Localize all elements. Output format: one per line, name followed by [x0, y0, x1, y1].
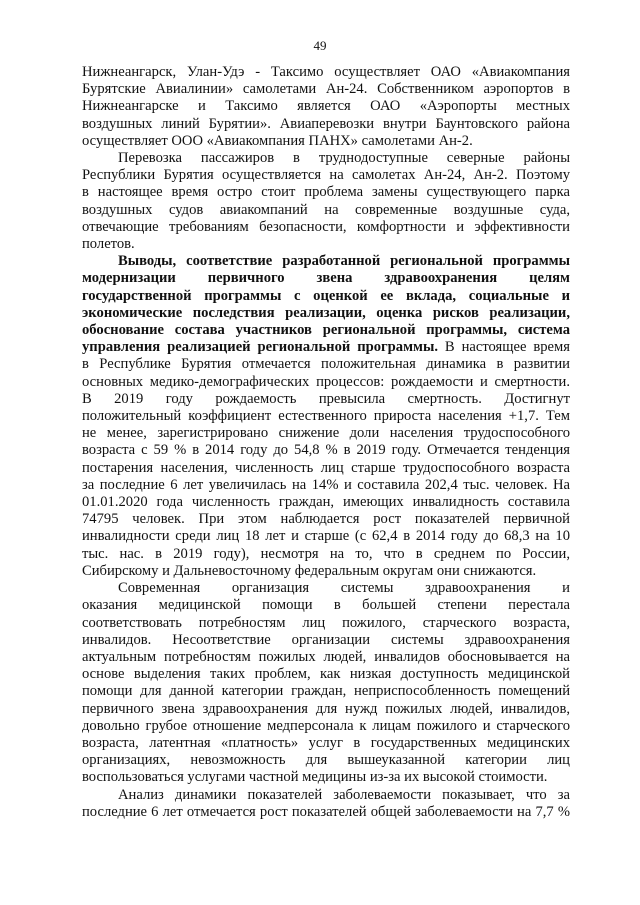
text-line	[82, 236, 570, 253]
text-line	[82, 150, 570, 167]
text-line	[82, 425, 570, 442]
text-line	[82, 442, 570, 459]
line-text: не менее, зарегистрировано снижение доли населения трудоспособного	[82, 425, 570, 442]
bold-heading-text: управления реализацией региональной программы.	[82, 339, 438, 356]
line-text: воспользоваться услугами частной медицины из-за их высокой стоимости.	[82, 769, 548, 786]
text-line	[82, 116, 570, 133]
text-line	[82, 356, 570, 373]
line-text: основе выделения таких проблем, как низкая доступность медицинской	[82, 666, 570, 683]
text-line	[82, 270, 570, 287]
line-text: Нижнеангарск, Улан-Удэ - Таксимо осуществляет ОАО «Авиакомпания	[82, 64, 570, 80]
line-text: основных медико-демографических процессов: рождаемости и смертности.	[82, 373, 570, 390]
text-line	[82, 494, 570, 511]
text-line	[82, 322, 570, 339]
text-line	[82, 288, 570, 305]
line-text: оказания медицинской помощи в большей степени перестала	[82, 597, 570, 614]
text-line	[82, 408, 570, 425]
line-text: Современная организация системы здравоохранения и	[118, 580, 570, 597]
text-line	[82, 735, 570, 752]
bold-heading-text: экономические последствия реализации, оценка рисков реализации,	[82, 304, 570, 321]
line-text: Анализ динамики показателей заболеваемости показывает, что за	[118, 786, 570, 803]
line-text: 74795 человек. При этом наблюдается рост показателей первичной	[82, 511, 570, 528]
text-line	[82, 615, 570, 632]
text-line	[82, 253, 570, 270]
line-text: осуществляет ООО «Авиакомпания ПАНХ» самолетами Ан-2.	[82, 132, 473, 149]
line-text: первичного звена здравоохранения для нужд пожилых людей, инвалидов,	[82, 700, 570, 717]
bold-heading-text: Выводы, соответствие разработанной региональной программы	[118, 253, 570, 270]
text-line	[82, 580, 570, 597]
text-line	[82, 752, 570, 769]
line-text: постарения населения, численность лиц старше трудоспособного возраста	[82, 459, 570, 476]
text-line	[82, 649, 570, 666]
text-line	[82, 81, 570, 98]
text-line	[82, 666, 570, 683]
document-body	[82, 64, 570, 821]
text-line	[82, 683, 570, 700]
line-text: в настоящее время остро стоит проблема замены существующего парка	[82, 184, 570, 201]
text-line	[82, 787, 570, 804]
text-line	[82, 511, 570, 528]
text-line	[82, 202, 570, 219]
text-line	[82, 374, 570, 391]
line-text: Нижнеангарске и Таксимо является ОАО «Аэропорты местных	[82, 98, 570, 115]
text-line	[82, 460, 570, 477]
line-text: тыс. нас. в 2019 году), несмотря на то, что в среднем по России,	[82, 545, 570, 562]
line-text: организациях, невозможность для вышеуказанной категории лиц	[82, 752, 570, 769]
text-line	[82, 391, 570, 408]
line-text: Республики Бурятия осуществляется на самолетах Ан-24, Ан-2. Поэтому	[82, 167, 570, 184]
line-text: Перевозка пассажиров в труднодоступные северные районы	[118, 150, 570, 167]
bold-heading-text: государственной программы с оценкой ее вклада, социальные и	[82, 287, 570, 304]
line-text: возраста с 59 % в 2014 году до 54,8 % в 2019 году. Отмечается тенденция	[82, 442, 570, 459]
line-text: положительный коэффициент естественного прироста населения +1,7. Тем	[82, 408, 570, 425]
line-text: помощи для данной категории граждан, неприспособленность помещений	[82, 683, 570, 700]
line-text: В настоящее время	[438, 339, 570, 356]
text-line	[82, 701, 570, 718]
text-line	[82, 477, 570, 494]
line-text: последние 6 лет отмечается рост показателей общей заболеваемости на 7,7 %	[82, 803, 570, 820]
line-text: воздушных судов авиакомпаний на современные воздушные суда,	[82, 201, 570, 218]
text-line	[82, 804, 570, 821]
line-text: отвечающие требованиям безопасности, комфортности и эффективности	[82, 218, 570, 235]
line-text: инвалидов. Несоответствие организации системы здравоохранения	[82, 631, 570, 648]
line-text: соответствовать потребностям лиц пожилого, старческого возраста,	[82, 614, 570, 631]
text-line	[82, 98, 570, 115]
line-text: В 2019 году рождаемость превысила смертность. Достигнут	[82, 390, 570, 407]
text-line	[82, 632, 570, 649]
line-text: возраста, латентная «платность» услуг в государственных медицинских	[82, 734, 570, 751]
bold-heading-text: модернизации первичного звена здравоохранения целям	[82, 270, 570, 287]
text-line	[82, 64, 570, 81]
page-number: 49	[313, 38, 327, 53]
line-text: в Республике Бурятия отмечается положительная динамика в развитии	[82, 356, 570, 373]
bold-heading-text: обоснование состава участников региональной программы, система	[82, 322, 570, 339]
line-text: Сибирскому и Дальневосточному федеральным округам они снижаются.	[82, 562, 537, 579]
text-line	[82, 528, 570, 545]
text-line	[82, 597, 570, 614]
text-line	[82, 133, 570, 150]
text-line	[82, 184, 570, 201]
text-line	[82, 563, 570, 580]
text-line	[82, 305, 570, 322]
text-line	[82, 167, 570, 184]
line-text: за последние 6 лет увеличилась на 14% и составила 202,4 тыс. человек. На	[82, 476, 570, 493]
line-text: полетов.	[82, 236, 135, 253]
text-line	[82, 769, 570, 786]
line-text: инвалидности среди лиц 18 лет и старше (с 62,4 в 2014 году до 68,3 на 10	[82, 528, 570, 545]
line-text: актуальным потребностям пожилых людей, инвалидов обосновывается на	[82, 648, 570, 665]
text-line	[82, 339, 570, 356]
text-line	[82, 546, 570, 563]
text-line	[82, 219, 570, 236]
line-text: Бурятские Авиалинии» самолетами Ан-24. Собственником аэропортов в	[82, 81, 570, 98]
line-text: довольно грубое отношение медперсонала к лицам пожилого и старческого	[82, 717, 570, 734]
line-text: 01.01.2020 года численность граждан, имеющих инвалидность составила	[82, 494, 570, 511]
text-line	[82, 718, 570, 735]
line-text: воздушных линий Бурятии». Авиаперевозки внутри Баунтовского района	[82, 115, 570, 132]
